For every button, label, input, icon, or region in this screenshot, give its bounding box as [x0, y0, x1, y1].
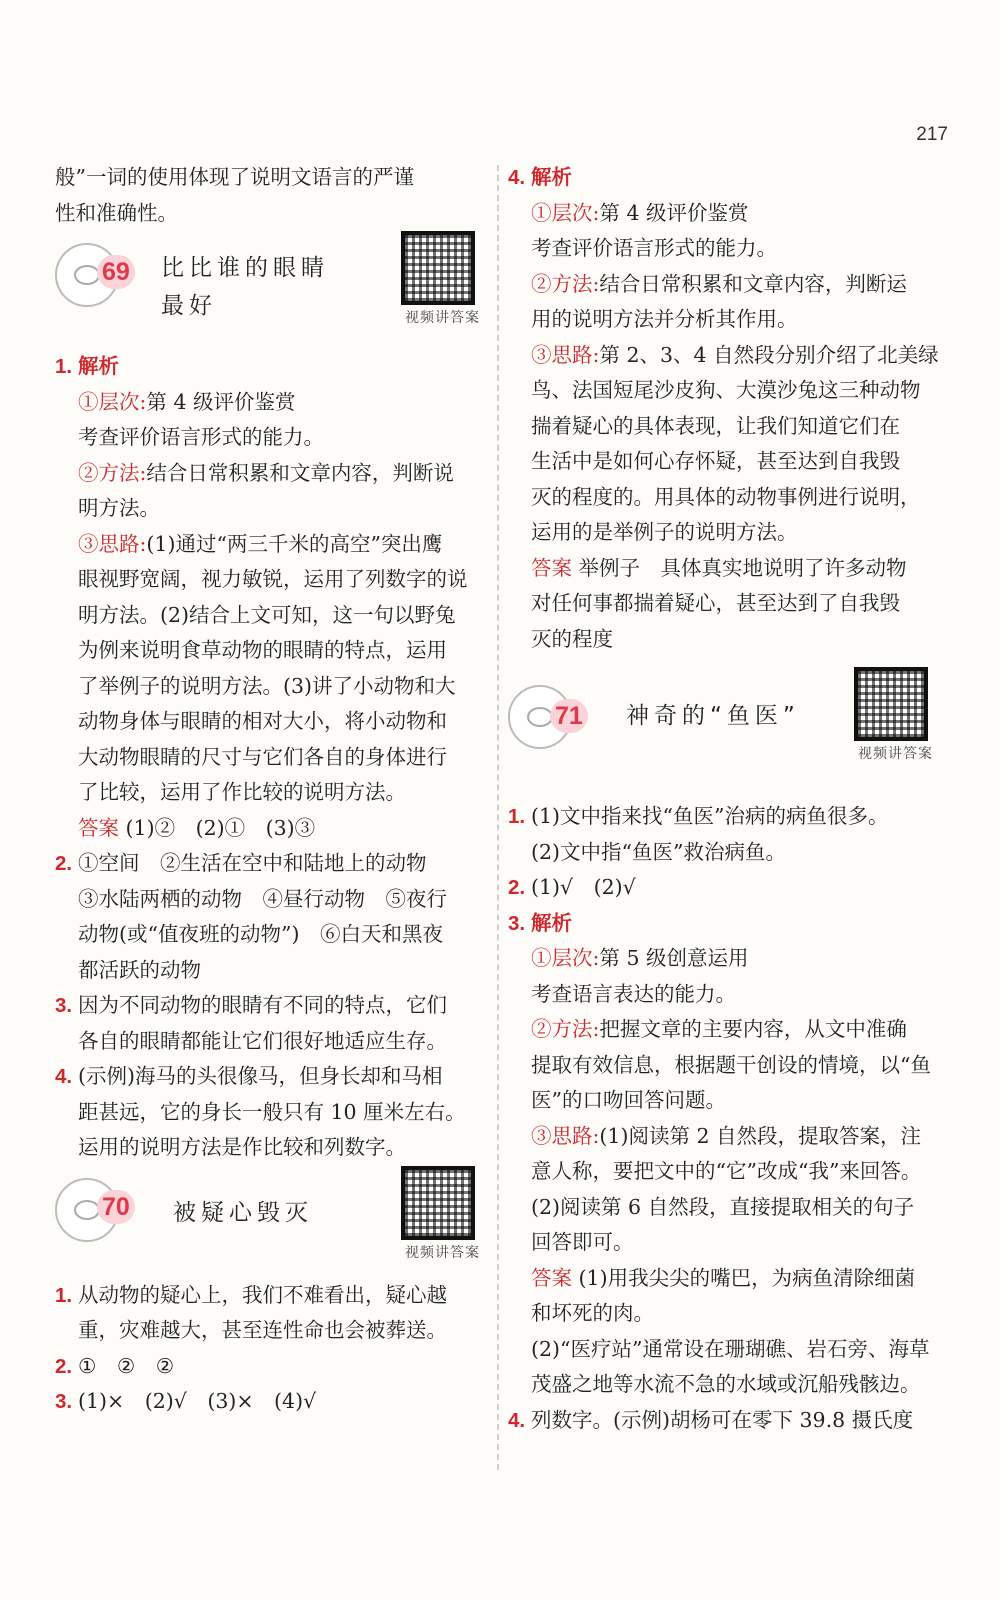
section-69-header	[55, 231, 480, 349]
idea-line: ③思路:(1)阅读第 2 自然段，提取答案，注	[531, 1123, 922, 1148]
method-line: 用的说明方法并分析其作用。	[531, 307, 798, 331]
method-line: 明方法。	[78, 496, 160, 520]
answer-line: 和坏死的肉。	[531, 1301, 654, 1325]
answer-line: 动物(或“值夜班的动物”) ⑥白天和黑夜	[78, 922, 443, 946]
idea-line: (2)阅读第 6 自然段，直接提取相关的句子	[531, 1194, 915, 1219]
s70-question-1: 1. 从动物的疑心上，我们不难看出，疑心越	[55, 1282, 447, 1307]
answer-line: 灭的程度	[531, 626, 613, 651]
idea-line: 鸟、法国短尾沙皮狗、大漠沙兔这三种动物	[531, 378, 921, 402]
intro-line: 般”一词的使用体现了说明文语言的严谨	[55, 165, 414, 189]
qr-caption: 视频讲答案	[405, 1244, 480, 1261]
question-3: 3. 因为不同动物的眼睛有不同的特点，它们	[55, 993, 447, 1017]
section-number: 69	[97, 255, 135, 289]
s71-question-3: 3. 解析	[508, 911, 572, 935]
level-line: ①层次:第 4 级评价鉴赏	[531, 200, 749, 225]
s71-question-1: 1. (1)文中指来找“鱼医”治病的病鱼很多。	[508, 804, 889, 828]
qr-code-icon[interactable]	[854, 667, 928, 741]
idea-line: 回答即可。	[531, 1230, 634, 1254]
idea-line: 动物身体与眼睛的相对大小，将小动物和	[78, 709, 447, 733]
answer-line: 答案 举例子 具体真实地说明了许多动物	[531, 555, 907, 580]
answer-line: 重，灾难越大，甚至连性命也会被葬送。	[78, 1318, 447, 1342]
level-desc: 考查评价语言形式的能力。	[531, 236, 777, 260]
question-4: 4. 解析	[508, 166, 572, 189]
answer-line: 各自的眼睛都能让它们很好地适应生存。	[78, 1028, 447, 1053]
s70-question-3: 3. (1)× (2)√ (3)× (4)√	[55, 1389, 317, 1413]
idea-line: ③思路:第 2、3、4 自然段分别介绍了北美绿	[531, 342, 939, 367]
qr-code-icon[interactable]	[401, 231, 475, 305]
question-4: 4. (示例)海马的头很像马，但身长却和马相	[55, 1064, 443, 1088]
qr-caption: 视频讲答案	[405, 310, 480, 326]
idea-line: 为例来说明食草动物的眼睛的特点，运用	[78, 638, 447, 662]
intro-line: 性和准确性。	[55, 200, 178, 225]
method-line: ②方法:结合日常积累和文章内容，判断运	[531, 271, 907, 296]
answer-line: 茂盛之地等水流不急的水域或沉船残骸边。	[531, 1372, 921, 1396]
qr-caption: 视频讲答案	[858, 746, 933, 762]
answer-line: 运用的说明方法是作比较和列数字。	[78, 1135, 406, 1159]
left-column	[55, 160, 480, 1420]
level-desc: 考查评价语言形式的能力。	[78, 425, 324, 449]
section-title: 比比谁的眼睛 最好	[161, 255, 329, 319]
idea-line: 灭的程度的。用具体的动物事例进行说明，	[531, 484, 921, 509]
question-2: 2. ①空间 ②生活在空中和陆地上的动物	[55, 851, 427, 875]
idea-line: 生活中是如何心存怀疑，甚至达到自我毁	[531, 449, 900, 473]
question-1: 1. 解析	[55, 355, 119, 378]
right-column	[508, 160, 939, 1438]
section-number: 71	[550, 699, 588, 733]
method-line: ②方法:结合日常积累和文章内容，判断说	[78, 460, 454, 485]
qr-code-icon[interactable]	[401, 1166, 475, 1240]
answer-line: 都活跃的动物	[78, 957, 201, 982]
level-line: ①层次:第 4 级评价鉴赏	[78, 389, 296, 414]
idea-line: 眼视野宽阔，视力敏锐，运用了列数字的说	[78, 567, 468, 591]
page-number: 217	[916, 124, 948, 145]
idea-line: 明方法。(2)结合上文可知，这一句以野兔	[78, 602, 456, 627]
section-title: 神奇的“鱼医”	[626, 703, 800, 729]
idea-line: 运用的是举例子的说明方法。	[531, 520, 798, 544]
idea-line: 了比较，运用了作比较的说明方法。	[78, 780, 406, 804]
section-number: 70	[97, 1190, 135, 1224]
method-line: 医”的口吻回答问题。	[531, 1088, 726, 1112]
idea-line: ③思路:(1)通过“两三千米的高空”突出鹰	[78, 531, 443, 556]
answer-line: 距甚远，它的身长一般只有 10 厘米左右。	[78, 1099, 466, 1124]
answer-line: (2)“医疗站”通常设在珊瑚礁、岩石旁、海草	[531, 1336, 930, 1361]
section-70-header	[55, 1166, 480, 1278]
answer-line: ③水陆两栖的动物 ④昼行动物 ⑤夜行	[78, 886, 447, 911]
answer-line: (2)文中指“鱼医”救治病鱼。	[531, 839, 786, 864]
column-divider	[497, 165, 499, 1470]
s71-question-4: 4. 列数字。(示例)胡杨可在零下 39.8 摄氏度	[508, 1407, 914, 1432]
answer-line: 对任何事都揣着疑心，甚至达到了自我毁	[531, 591, 900, 615]
answer-line: 答案 (1)② (2)① (3)③	[78, 815, 316, 840]
idea-line: 了举例子的说明方法。(3)讲了小动物和大	[78, 673, 456, 698]
idea-line: 意人称，要把文中的“它”改成“我”来回答。	[531, 1159, 922, 1183]
level-line: ①层次:第 5 级创意运用	[531, 946, 749, 970]
s71-question-2: 2. (1)√ (2)√	[508, 875, 636, 899]
method-line: 提取有效信息，根据题干创设的情境，以“鱼	[531, 1052, 931, 1077]
s70-question-2: 2. ① ② ②	[55, 1353, 175, 1378]
idea-line: 揣着疑心的具体表现，让我们知道它们在	[531, 413, 900, 438]
idea-line: 大动物眼睛的尺寸与它们各自的身体进行	[78, 744, 447, 769]
level-desc: 考查语言表达的能力。	[531, 981, 736, 1006]
section-71-header	[508, 667, 933, 799]
answer-line: 答案 (1)用我尖尖的嘴巴，为病鱼清除细菌	[531, 1265, 916, 1290]
section-title: 被疑心毁灭	[173, 1199, 313, 1226]
method-line: ②方法:把握文章的主要内容，从文中准确	[531, 1017, 907, 1041]
